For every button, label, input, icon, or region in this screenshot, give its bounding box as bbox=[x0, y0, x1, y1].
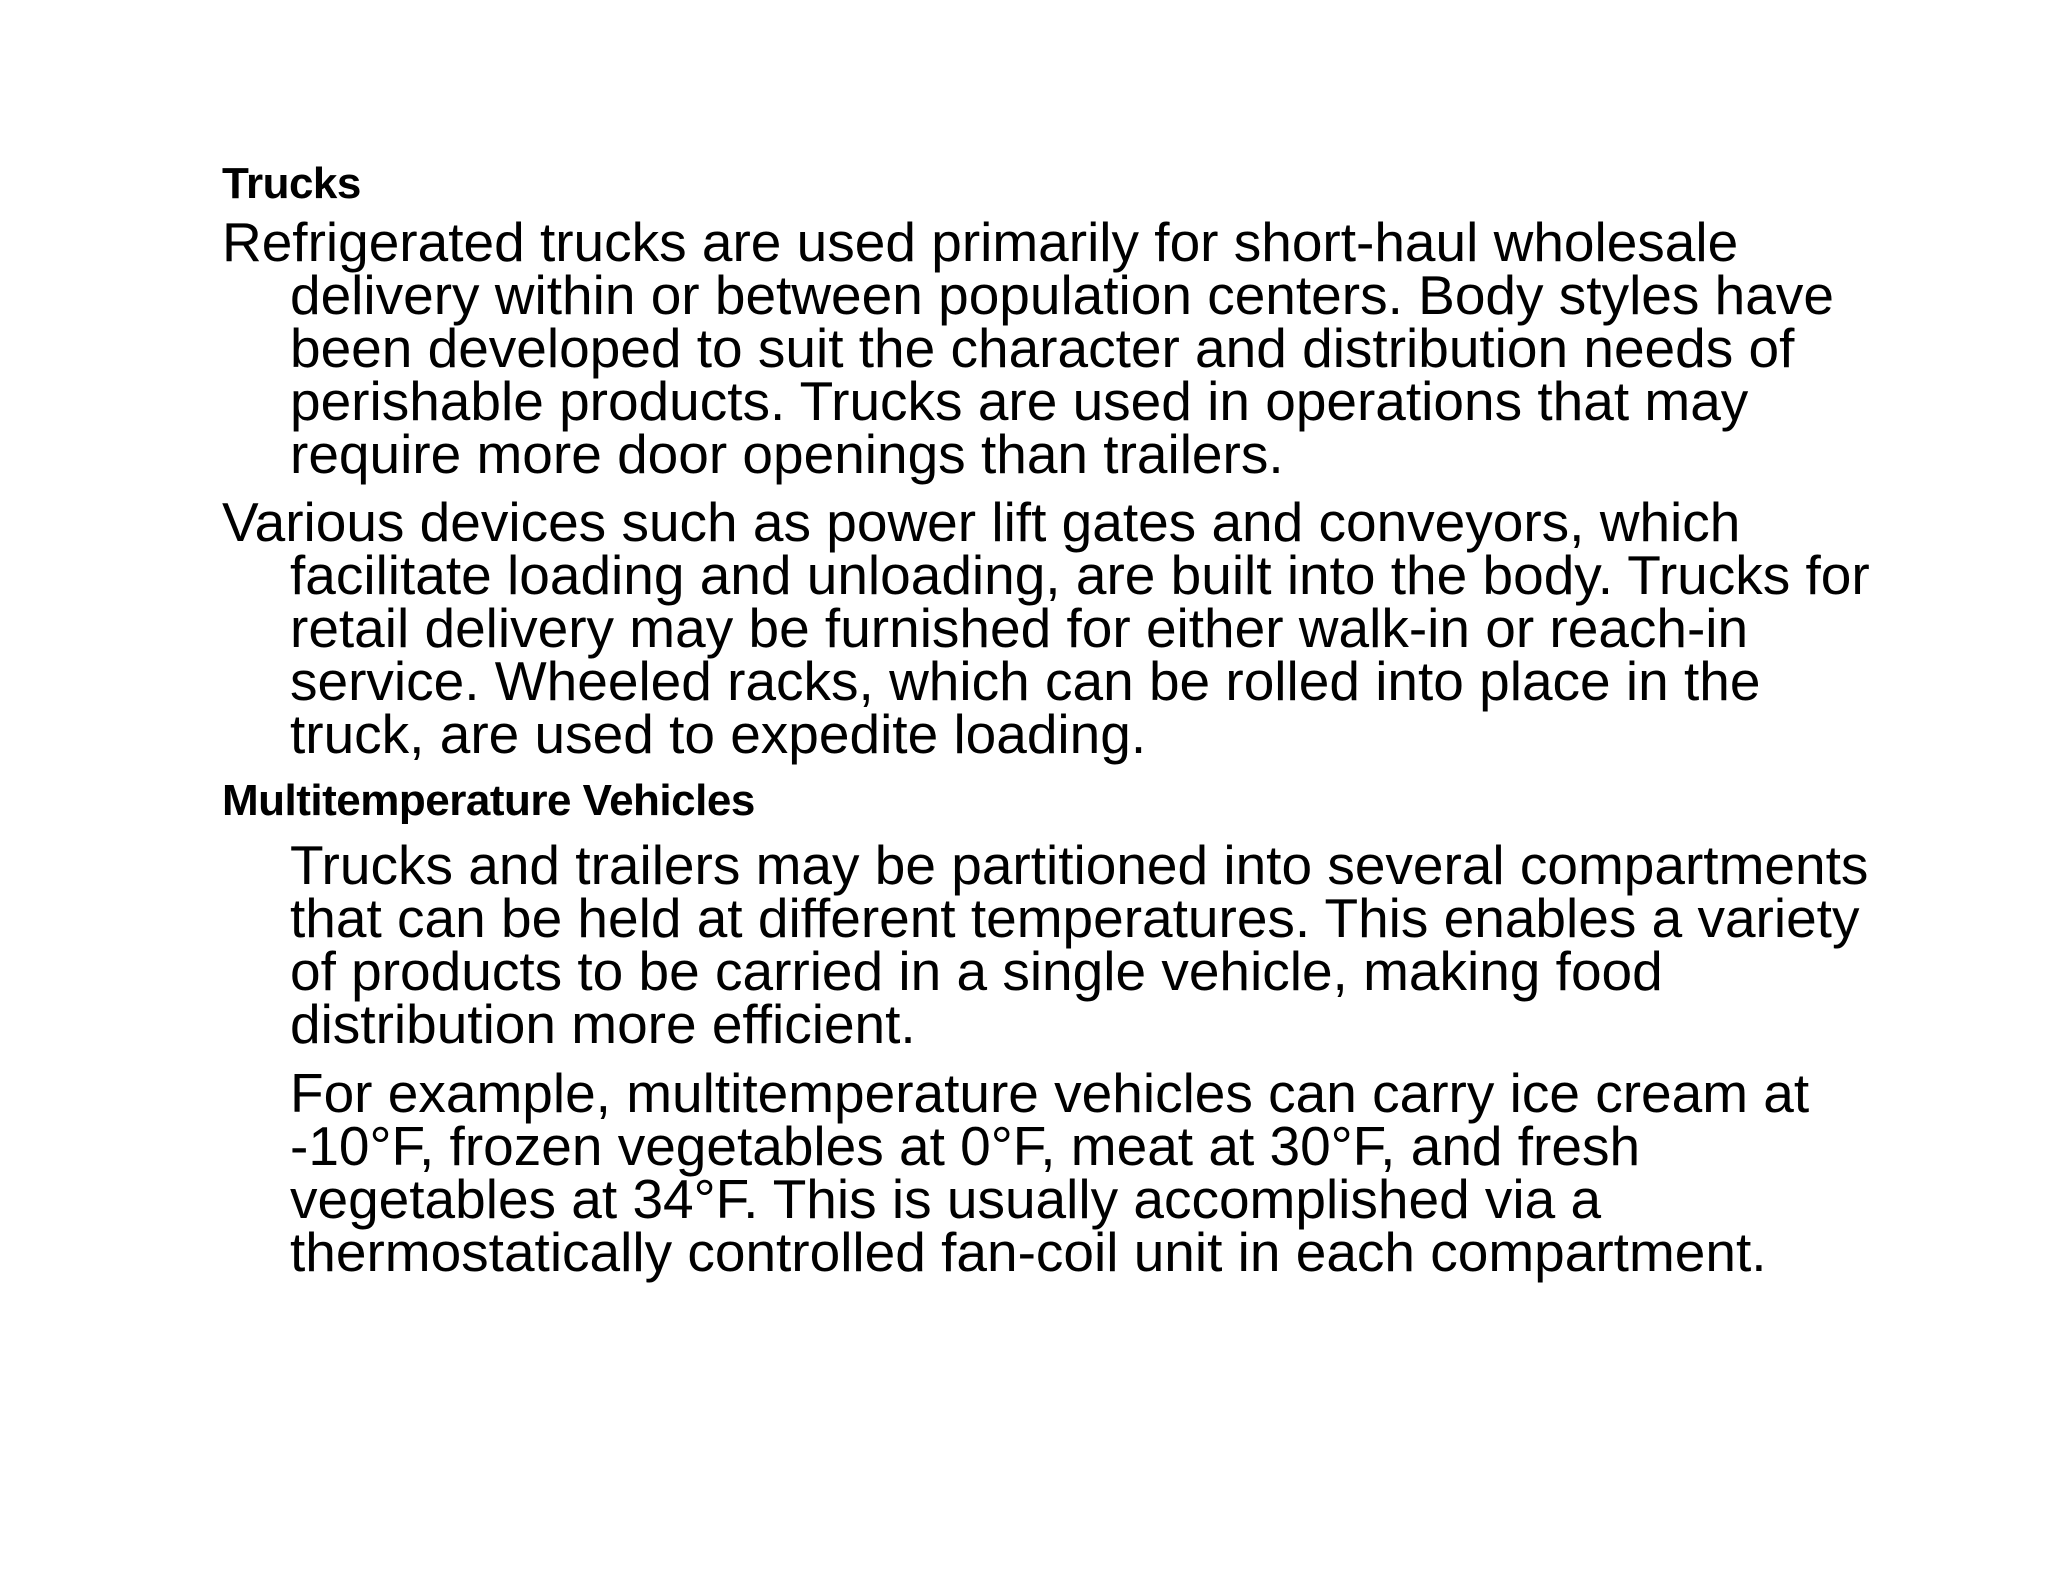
paragraph-trucks-devices: Various devices such as power lift gates and conveyors, which facilitate loading and unloading, are built into the body. Trucks for retail delivery may be furnished for either walk-in or reach-in service. Wheeled racks, which can be rolled into place in the truck, are used to expedite loading. bbox=[222, 491, 1870, 765]
paragraph-multitemperature-compartments: Trucks and trailers may be partitioned into several compartments that can be held at different temperatures. This enables a variety of products to be carried in a single vehicle, making food distribution more efficient. bbox=[290, 834, 1869, 1055]
paragraph-multitemperature-example: For example, multitemperature vehicles can carry ice cream at -10°F, frozen vegetables at 0°F, meat at 30°F, and fresh vegetables at 34°F. This is usually accomplished via a thermostatically controlled fan-coil unit in each compartment. bbox=[290, 1062, 1810, 1283]
section-heading-trucks: Trucks bbox=[222, 159, 361, 208]
section-heading-multitemperature: Multitemperature Vehicles bbox=[222, 776, 755, 825]
paragraph-trucks-usage: Refrigerated trucks are used primarily for short-haul wholesale delivery within or between population centers. Body styles have been developed to suit the character and distribution needs of perishable products. Trucks are used in operations that may require more door openings than trailers. bbox=[222, 211, 1834, 485]
document-page bbox=[222, 158, 1882, 1283]
